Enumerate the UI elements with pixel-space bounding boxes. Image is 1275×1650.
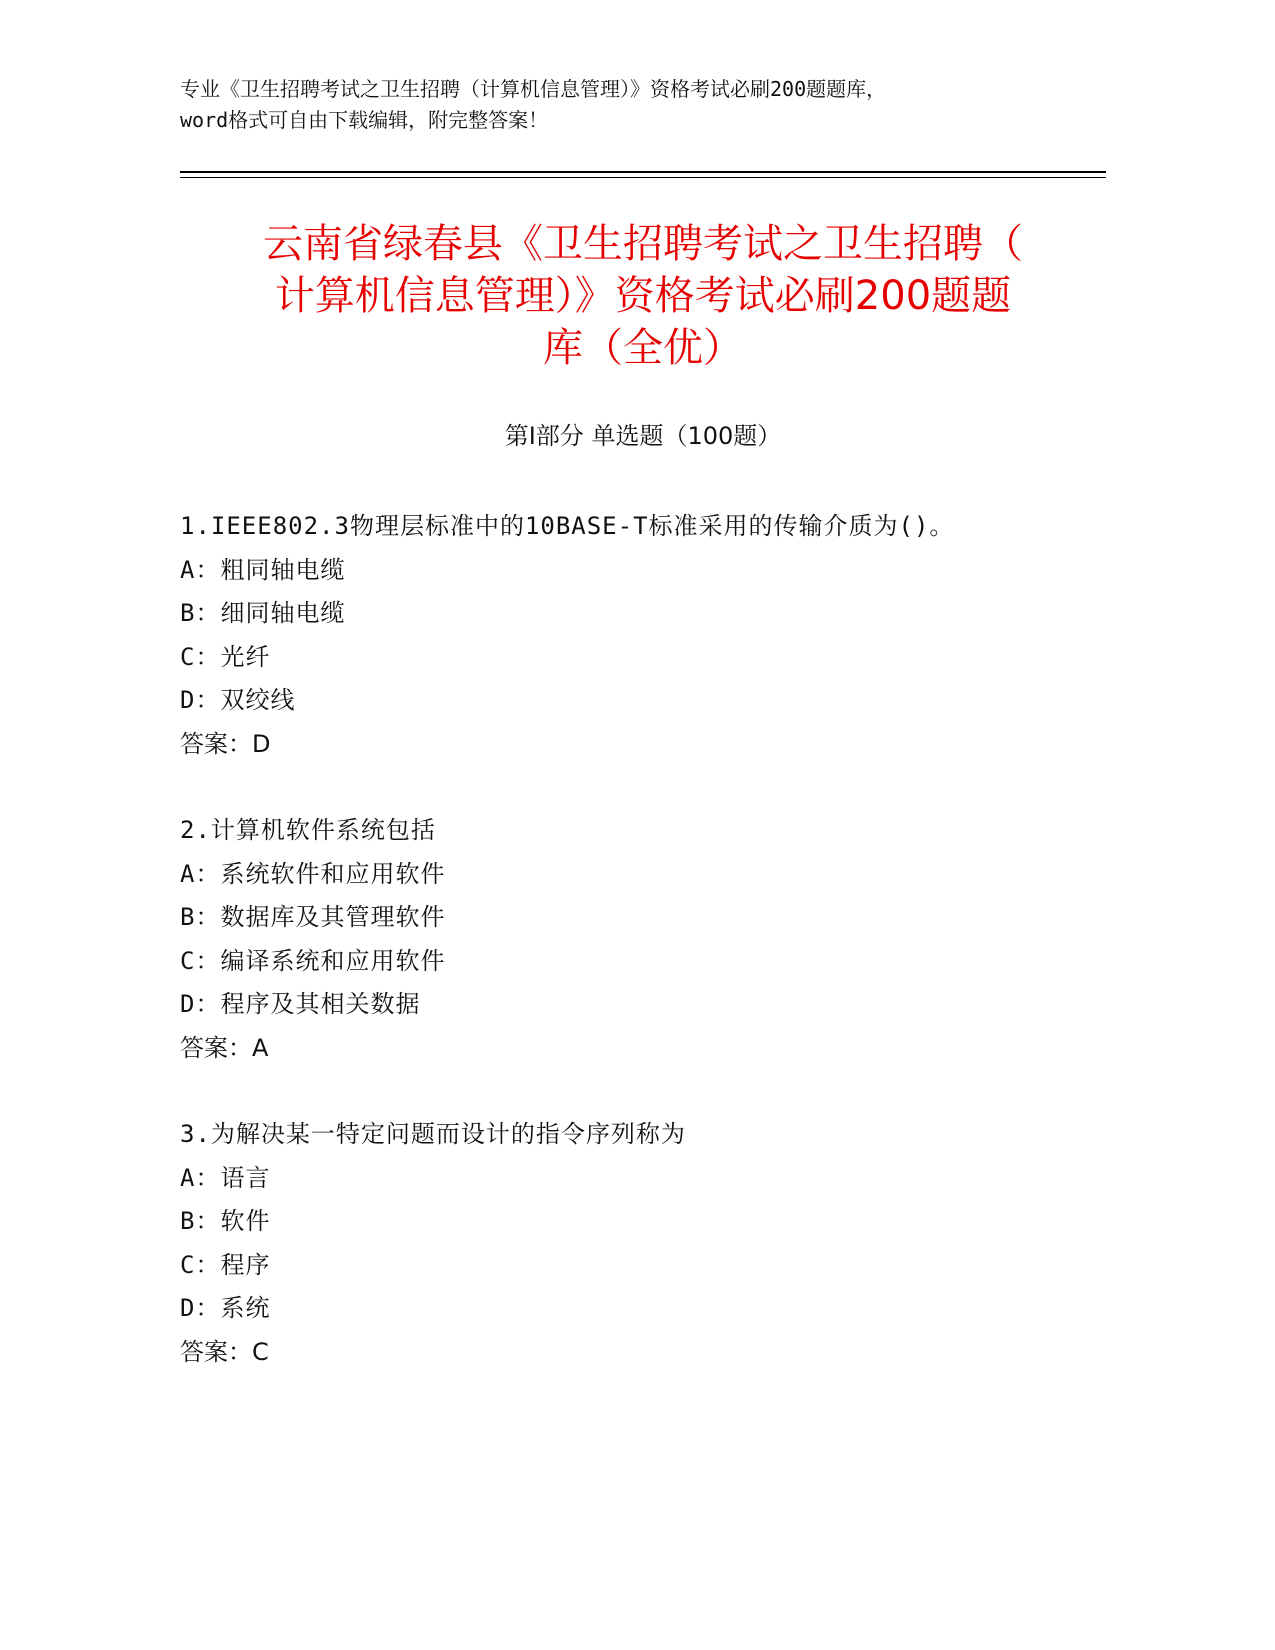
header-note-line-1: 专业《卫生招聘考试之卫生招聘（计算机信息管理）》资格考试必刷200题题库， xyxy=(180,77,887,101)
option-a: A：系统软件和应用软件 xyxy=(180,859,446,888)
header-divider-thin xyxy=(180,177,1106,178)
question-stem: 1.IEEE802.3物理层标准中的10BASE-T标准采用的传输介质为()。 xyxy=(180,512,955,540)
option-c: C：程序 xyxy=(180,1250,271,1279)
answer: 答案：A xyxy=(180,1033,269,1062)
option-a: A：语言 xyxy=(180,1163,271,1192)
option-d: D：双绞线 xyxy=(180,686,296,714)
question-stem: 2.计算机软件系统包括 xyxy=(180,816,436,844)
option-b: B：软件 xyxy=(180,1207,271,1235)
option-d: D：系统 xyxy=(180,1294,271,1322)
question-2 xyxy=(180,809,1106,1070)
document-title-line-1: 云南省绿春县《卫生招聘考试之卫生招聘（ xyxy=(263,221,1023,267)
option-a: A：粗同轴电缆 xyxy=(180,555,346,584)
section-heading: 第Ⅰ部分 单选题（100题） xyxy=(504,422,782,450)
question-list xyxy=(180,505,1106,1417)
document-title xyxy=(180,218,1106,374)
document-title-line-2: 计算机信息管理）》资格考试必刷200题题 xyxy=(274,273,1012,319)
option-b: B：数据库及其管理软件 xyxy=(180,903,446,931)
option-c: C：编译系统和应用软件 xyxy=(180,946,446,975)
option-c: C：光纤 xyxy=(180,642,271,671)
header-divider-thick xyxy=(180,171,1106,173)
header-note xyxy=(180,74,1100,136)
document-title-line-3: 库（全优） xyxy=(543,325,743,371)
answer: 答案：D xyxy=(180,729,271,758)
answer: 答案：C xyxy=(180,1337,269,1366)
option-b: B：细同轴电缆 xyxy=(180,599,346,627)
question-1 xyxy=(180,505,1106,766)
header-note-line-2: word格式可自由下载编辑，附完整答案！ xyxy=(180,108,549,132)
option-d: D：程序及其相关数据 xyxy=(180,990,421,1018)
question-3 xyxy=(180,1113,1106,1374)
question-stem: 3.为解决某一特定问题而设计的指令序列称为 xyxy=(180,1120,686,1148)
